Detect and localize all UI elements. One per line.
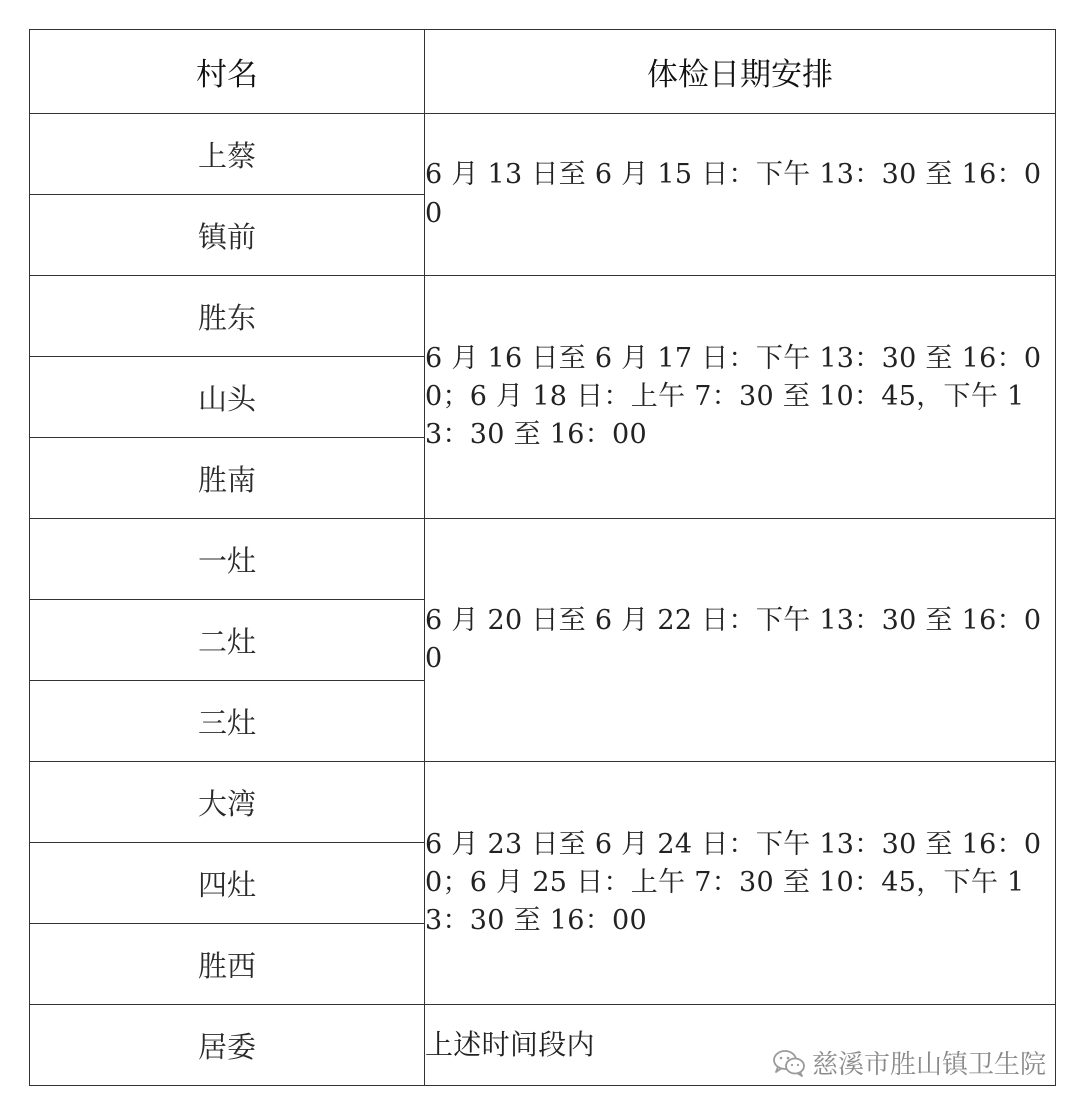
village-cell: 胜西 <box>30 924 425 1005</box>
table-row <box>30 762 1056 843</box>
source-watermark <box>772 1044 1046 1081</box>
schedule-text: 6 月 23 日至 6 月 24 日：下午 13：30 至 16：00；6 月 25 日：上午 7：30 至 10：45，下午 13：30 至 16：00 <box>425 828 1042 937</box>
schedule-text: 6 月 20 日至 6 月 22 日：下午 13：30 至 16：00 <box>425 604 1042 674</box>
table-row <box>30 276 1056 357</box>
schedule-text: 上述时间段内 <box>425 1028 595 1062</box>
watermark-text: 慈溪市胜山镇卫生院 <box>811 1050 1046 1080</box>
village-cell: 胜南 <box>30 438 425 519</box>
schedule-cell <box>425 519 1056 762</box>
table-row <box>30 114 1056 195</box>
wechat-icon <box>772 1049 806 1077</box>
village-cell: 一灶 <box>30 519 425 600</box>
village-cell: 山头 <box>30 357 425 438</box>
schedule-text: 6 月 16 日至 6 月 17 日：下午 13：30 至 16：00；6 月 18 日：上午 7：30 至 10：45，下午 13：30 至 16：00 <box>425 342 1042 451</box>
schedule-cell <box>425 276 1056 519</box>
physical-exam-schedule-table <box>29 29 1056 1086</box>
schedule-text: 6 月 13 日至 6 月 15 日：下午 13：30 至 16：00 <box>425 159 1042 229</box>
village-cell: 镇前 <box>30 195 425 276</box>
header-village-name: 村名 <box>30 30 425 114</box>
table-header-row <box>30 30 1056 114</box>
village-cell: 二灶 <box>30 600 425 681</box>
village-cell: 居委 <box>30 1005 425 1086</box>
village-cell: 三灶 <box>30 681 425 762</box>
village-cell: 大湾 <box>30 762 425 843</box>
village-cell: 胜东 <box>30 276 425 357</box>
table-row <box>30 519 1056 600</box>
schedule-sheet <box>29 29 1055 1083</box>
header-exam-schedule: 体检日期安排 <box>425 30 1056 114</box>
schedule-cell <box>425 762 1056 1005</box>
village-cell: 四灶 <box>30 843 425 924</box>
village-cell: 上蔡 <box>30 114 425 195</box>
schedule-cell <box>425 114 1056 276</box>
